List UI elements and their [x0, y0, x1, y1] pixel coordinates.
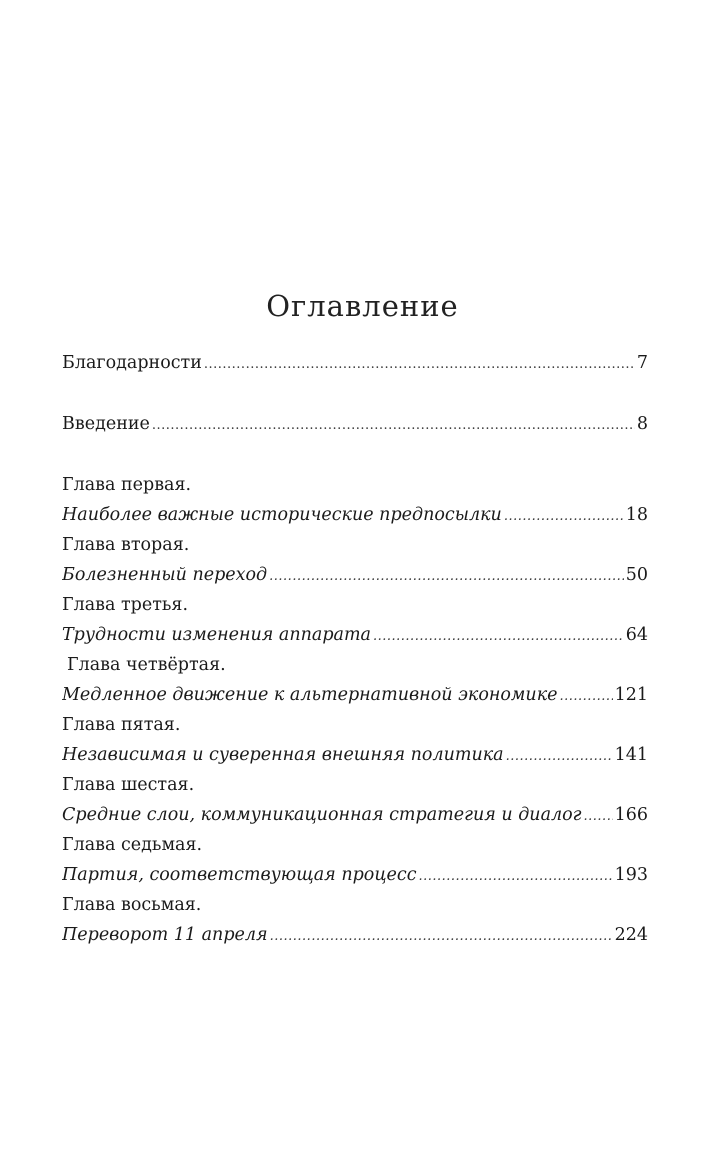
chapter-heading: Глава вторая. [62, 535, 190, 555]
spacer [62, 378, 648, 409]
dot-leader [204, 350, 635, 378]
chapter-title: Наиболее важные исторические предпосылки [62, 505, 502, 525]
toc-page-number: 8 [636, 414, 648, 434]
toc-entry-chapter-8[interactable] [62, 920, 648, 950]
table-of-contents [62, 348, 648, 950]
chapter-title: Независимая и суверенная внешняя политика [62, 745, 504, 765]
chapter-heading: Глава седьмая. [62, 835, 203, 855]
toc-page-number: 166 [614, 805, 648, 825]
toc-entry-chapter-2[interactable] [62, 560, 648, 590]
chapter-heading: Глава третья. [62, 595, 189, 615]
dot-leader [152, 411, 635, 439]
chapter-title: Болезненный переход [62, 565, 268, 585]
dot-leader [584, 802, 613, 830]
dot-leader [373, 622, 624, 650]
toc-entry-chapter-4[interactable] [62, 680, 648, 710]
chapter-heading: Глава шестая. [62, 775, 195, 795]
dot-leader [504, 502, 624, 530]
toc-page-number: 50 [625, 565, 648, 585]
chapter-heading: Глава пятая. [62, 715, 181, 735]
toc-entry-label: Введение [62, 414, 150, 434]
toc-page-number: 224 [614, 925, 648, 945]
toc-entry-chapter-3[interactable] [62, 620, 648, 650]
dot-leader [269, 562, 624, 590]
toc-entry-chapter-5[interactable] [62, 740, 648, 770]
dot-leader [270, 922, 613, 950]
toc-page-number: 193 [614, 865, 648, 885]
page-title: Оглавление [266, 289, 459, 323]
toc-page-number: 18 [625, 505, 648, 525]
toc-entry-chapter-1[interactable] [62, 500, 648, 530]
dot-leader [560, 682, 613, 710]
chapter-title: Переворот 11 апреля [62, 925, 268, 945]
chapter-title: Партия, соответствующая процесс [62, 865, 417, 885]
chapter-heading: Глава восьмая. [62, 895, 202, 915]
toc-entry-chapter-7[interactable] [62, 860, 648, 890]
toc-page-number: 121 [614, 685, 648, 705]
chapter-title: Трудности изменения аппарата [62, 625, 371, 645]
toc-page-number: 7 [636, 353, 648, 373]
chapter-heading: Глава четвёртая. [67, 655, 226, 675]
dot-leader [419, 862, 613, 890]
chapter-heading: Глава первая. [62, 475, 192, 495]
toc-entry-label: Благодарности [62, 353, 202, 373]
toc-page-number: 64 [625, 625, 648, 645]
dot-leader [506, 742, 613, 770]
spacer [62, 439, 648, 470]
toc-page-number: 141 [614, 745, 648, 765]
chapter-title: Медленное движение к альтернативной экономике [62, 685, 558, 705]
toc-entry-chapter-6[interactable] [62, 800, 648, 830]
toc-entry-acknowledgements[interactable] [62, 348, 648, 378]
chapter-title: Средние слои, коммуникационная стратегия и диалог [62, 805, 582, 825]
toc-entry-introduction[interactable] [62, 409, 648, 439]
